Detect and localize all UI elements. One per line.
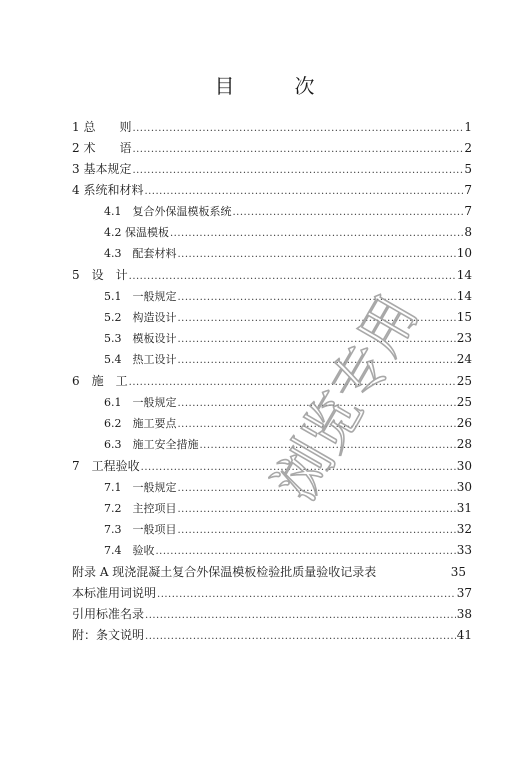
toc-entry (104, 352, 472, 366)
toc-entry-label: 7.3 一般项目 (104, 523, 177, 536)
toc-entry-label: 7 工程验收 (72, 459, 140, 473)
toc-entry (72, 374, 472, 388)
toc-entry (104, 246, 472, 260)
toc-entry-label: 6.2 施工要点 (104, 417, 177, 430)
toc-entry (72, 120, 472, 134)
toc-page-number: 14 (456, 289, 472, 303)
toc-leader-dots (233, 206, 464, 220)
toc-page-number: 38 (456, 607, 472, 621)
toc-page-number: 8 (464, 225, 472, 239)
toc-leader-dots (145, 609, 456, 623)
toc-page-number: 31 (456, 501, 472, 515)
toc-entry (104, 204, 472, 218)
toc-entry-label: 附录 A 现浇混凝土复合外保温模板检验批质量验收记录表 (72, 565, 377, 579)
toc-leader-dots (178, 248, 456, 262)
toc-page-number: 30 (456, 459, 472, 473)
toc-leader-dots (178, 524, 456, 538)
toc-entry (72, 268, 472, 282)
toc-entry-label: 5.2 构造设计 (104, 311, 177, 324)
toc-entry-label: 4.3 配套材料 (104, 247, 177, 260)
toc-entry-label: 6.3 施工安全措施 (104, 438, 199, 451)
toc-leader-dots (156, 545, 456, 559)
toc-entry-label: 2 术 语 (72, 141, 132, 155)
toc-leader-dots (178, 312, 456, 326)
toc-leader-dots (178, 503, 456, 517)
toc-entry (72, 586, 472, 600)
toc-entry-label: 5.4 热工设计 (104, 353, 177, 366)
toc-page-number: 35 (450, 565, 466, 579)
toc-entry (72, 565, 466, 579)
toc-entry-label: 5.3 模板设计 (104, 332, 177, 345)
toc-page-number: 25 (456, 395, 472, 409)
toc-page-number: 26 (456, 416, 472, 430)
toc-leader-dots (170, 227, 463, 241)
toc-entry-label: 6.1 一般规定 (104, 396, 177, 409)
toc-entry (72, 141, 472, 155)
toc-entry (104, 501, 472, 515)
toc-leader-dots (178, 333, 456, 347)
toc-entry-label: 7.4 验收 (104, 544, 155, 557)
toc-entry (72, 162, 472, 176)
toc-entry (72, 183, 472, 197)
toc-entry (72, 628, 472, 642)
toc-entry-label: 7.2 主控项目 (104, 502, 177, 515)
toc-leader-dots (157, 588, 456, 602)
toc-entry (104, 543, 472, 557)
page-title: 目 次 (214, 74, 335, 98)
toc-page-number: 1 (464, 120, 472, 134)
toc-entry-label: 本标准用词说明 (72, 586, 157, 600)
toc-entry-label: 引用标准名录 (72, 607, 145, 621)
toc-page-number: 15 (456, 310, 472, 324)
toc-page-number: 30 (456, 480, 472, 494)
toc-leader-dots (178, 354, 456, 368)
toc-leader-dots (178, 482, 456, 496)
toc-entry-label: 3 基本规定 (72, 162, 132, 176)
toc-entry (104, 480, 472, 494)
toc-leader-dots (145, 630, 456, 644)
toc-entry (72, 459, 472, 473)
toc-entry-label: 4.2 保温模板 (104, 226, 169, 239)
toc-entry (104, 416, 472, 430)
toc-page-number: 2 (464, 141, 472, 155)
watermark-text: 浏览专用 (262, 285, 432, 512)
toc-page-number: 37 (456, 586, 472, 600)
toc-page-number: 25 (456, 374, 472, 388)
toc-entry (104, 437, 472, 451)
toc-entry-label: 附：条文说明 (72, 628, 145, 642)
toc-leader-dots (178, 291, 456, 305)
toc-page-number: 14 (456, 268, 472, 282)
toc-leader-dots (144, 185, 463, 199)
toc-entry-label: 5 设 计 (72, 268, 128, 282)
toc-page-number: 33 (456, 543, 472, 557)
toc-page-number: 7 (464, 183, 472, 197)
toc-entry (72, 607, 472, 621)
toc-entry (104, 522, 472, 536)
toc-leader-dots (132, 143, 463, 157)
toc-leader-dots (132, 164, 463, 178)
toc-page-number: 23 (456, 331, 472, 345)
toc-leader-dots (129, 376, 456, 390)
toc-page-number: 7 (464, 204, 472, 218)
toc-entry-label: 4 系统和材料 (72, 183, 144, 197)
toc-entry-label: 5.1 一般规定 (104, 290, 177, 303)
toc-entry-label: 6 施 工 (72, 374, 128, 388)
toc-entry (104, 331, 472, 345)
toc-entry (104, 225, 472, 239)
toc-page-number: 28 (456, 437, 472, 451)
toc-page-number: 24 (456, 352, 472, 366)
toc-page-number: 32 (456, 522, 472, 536)
toc-leader-dots (132, 122, 463, 136)
toc-leader-dots (200, 439, 456, 453)
toc-entry (104, 395, 472, 409)
toc-page-number: 41 (456, 628, 472, 642)
toc-leader-dots (178, 418, 456, 432)
toc-entry-label: 7.1 一般规定 (104, 481, 177, 494)
toc-page-number: 10 (456, 246, 472, 260)
toc-entry-label: 4.1 复合外保温模板系统 (104, 205, 232, 218)
toc-leader-dots (141, 461, 456, 475)
toc-leader-dots (129, 270, 456, 284)
toc-page-number: 5 (464, 162, 472, 176)
toc-entry (104, 289, 472, 303)
toc-entry-label: 1 总 则 (72, 120, 132, 134)
toc-leader-dots (178, 397, 456, 411)
toc-entry (104, 310, 472, 324)
